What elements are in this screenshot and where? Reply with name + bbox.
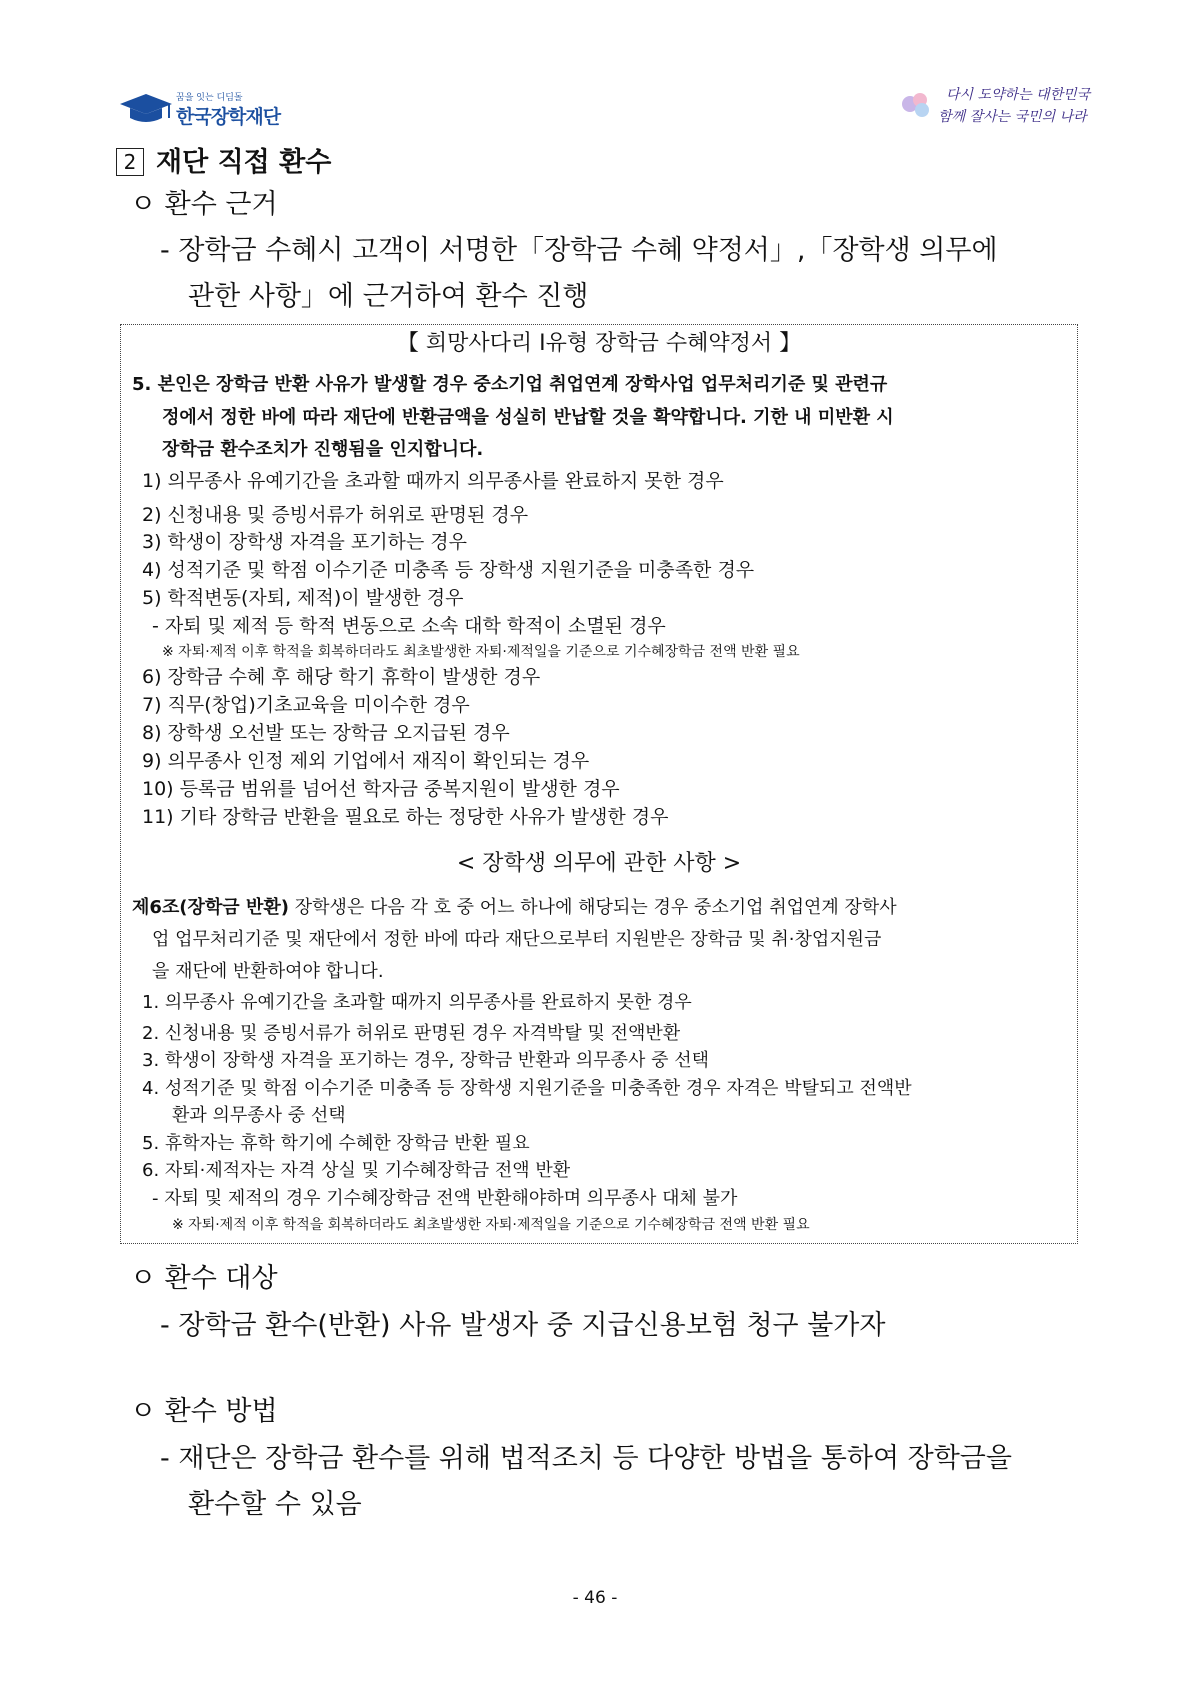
list-item: 9) 의무종사 인정 제외 기업에서 재직이 확인되는 경우: [142, 750, 590, 772]
article6-heading: 제6조(장학금 반환): [132, 897, 289, 918]
list-item: 2) 신청내용 및 증빙서류가 허위로 판명된 경우: [142, 504, 529, 526]
clause5-line-2: 정에서 정한 바에 따라 재단에 반환금액을 성실히 반납할 것을 확약합니다. 기한 내 미반환 시: [162, 407, 894, 428]
duty-item: 3. 학생이 장학생 자격을 포기하는 경우, 장학금 반환과 의무종사 중 선택: [142, 1050, 709, 1071]
basis-line-1: - 장학금 수혜시 고객이 서명한「장학금 수혜 약정서」,「장학생 의무에: [160, 235, 998, 266]
duty-item: 5. 휴학자는 휴학 학기에 수혜한 장학금 반환 필요: [142, 1133, 530, 1154]
list-item: 11) 기타 장학금 반환을 필요로 하는 정당한 사유가 발생한 경우: [142, 806, 669, 828]
duties-subtitle: < 장학생 의무에 관한 사항 >: [456, 851, 742, 876]
foundation-logo: [118, 88, 298, 134]
list-item: 1) 의무종사 유예기간을 초과할 때까지 의무종사를 완료하지 못한 경우: [142, 470, 724, 492]
note: ※ 자퇴·제적 이후 학적을 회복하더라도 최초발생한 자퇴·제적일을 기준으로 기수혜장학금 전액 반환 필요: [162, 644, 800, 660]
method-line-2: 환수할 수 있음: [188, 1489, 362, 1520]
method-line-1: - 재단은 장학금 환수를 위해 법적조치 등 다양한 방법을 통하여 장학금을: [160, 1443, 1012, 1474]
duty-item: 2. 신청내용 및 증빙서류가 허위로 판명된 경우 자격박탈 및 전액반환: [142, 1023, 681, 1044]
page-number: - 46 -: [572, 1588, 618, 1608]
duty-item: 4. 성적기준 및 학점 이수기준 미충족 등 장학생 지원기준을 미충족한 경우 자격은 박탈되고 전액반: [142, 1078, 912, 1099]
article6-line-1: [132, 893, 897, 919]
target-heading: ㅇ 환수 대상: [130, 1263, 278, 1294]
list-item: 8) 장학생 오선발 또는 장학금 오지급된 경우: [142, 722, 510, 744]
list-item: 3) 학생이 장학생 자격을 포기하는 경우: [142, 531, 468, 553]
section-title-text: 재단 직접 환수: [156, 147, 332, 178]
basis-heading: ㅇ 환수 근거: [130, 189, 278, 220]
list-item: 7) 직무(창업)기초교육을 미이수한 경우: [142, 694, 470, 716]
slogan-line-2: 함께 잘사는 국민의 나라: [938, 109, 1087, 125]
list-item: 4) 성적기준 및 학점 이수기준 미충족 등 장학생 지원기준을 미충족한 경우: [142, 559, 755, 581]
agreement-box-title: 【 희망사다리 Ⅰ유형 장학금 수혜약정서 】: [396, 331, 802, 356]
method-heading: ㅇ 환수 방법: [130, 1396, 278, 1427]
clause5-line-1: 5. 본인은 장학금 반환 사유가 발생할 경우 중소기업 취업연계 장학사업 업무처리기준 및 관련규: [132, 374, 888, 395]
slogan-line-1: 다시 도약하는 대한민국: [946, 87, 1091, 103]
logo-subtitle: 꿈을 잇는 디딤돌: [176, 93, 243, 103]
government-slogan: [900, 82, 1090, 130]
duty-item: 1. 의무종사 유예기간을 초과할 때까지 의무종사를 완료하지 못한 경우: [142, 992, 692, 1013]
article6-text: 장학생은 다음 각 호 중 어느 하나에 해당되는 경우 중소기업 취업연계 장학사: [288, 897, 897, 918]
list-item: 5) 학적변동(자퇴, 제적)이 발생한 경우: [142, 587, 464, 609]
basis-line-2: 관한 사항」에 근거하여 환수 진행: [188, 281, 589, 312]
list-item: 10) 등록금 범위를 넘어선 학자금 중복지원이 발생한 경우: [142, 778, 620, 800]
sub-item: - 자퇴 및 제적 등 학적 변동으로 소속 대학 학적이 소멸된 경우: [152, 615, 666, 637]
clause5-line-3: 장학금 환수조치가 진행됨을 인지합니다.: [162, 439, 484, 460]
section-title: [116, 140, 331, 179]
target-line-1: - 장학금 환수(반환) 사유 발생자 중 지급신용보험 청구 불가자: [160, 1310, 886, 1341]
logo-name: 한국장학재단: [176, 106, 281, 128]
article6-line-2: 업 업무처리기준 및 재단에서 정한 바에 따라 재단으로부터 지원받은 장학금 및 취·창업지원금: [152, 929, 882, 950]
duty-note: ※ 자퇴·제적 이후 학적을 회복하더라도 최초발생한 자퇴·제적일을 기준으로 기수혜장학금 전액 반환 필요: [172, 1217, 810, 1233]
article6-line-3: 을 재단에 반환하여야 합니다.: [152, 961, 384, 982]
duty-sub-item: - 자퇴 및 제적의 경우 기수혜장학금 전액 반환해야하며 의무종사 대체 불가: [152, 1188, 738, 1209]
list-item: 6) 장학금 수혜 후 해당 학기 휴학이 발생한 경우: [142, 666, 541, 688]
duty-item: 6. 자퇴·제적자는 자격 상실 및 기수혜장학금 전액 반환: [142, 1160, 571, 1181]
section-number: 2: [116, 148, 144, 176]
duty-item-continued: 환과 의무종사 중 선택: [172, 1105, 346, 1126]
slogan-emblem-icon: [900, 90, 934, 120]
graduation-cap-icon: [118, 92, 174, 126]
